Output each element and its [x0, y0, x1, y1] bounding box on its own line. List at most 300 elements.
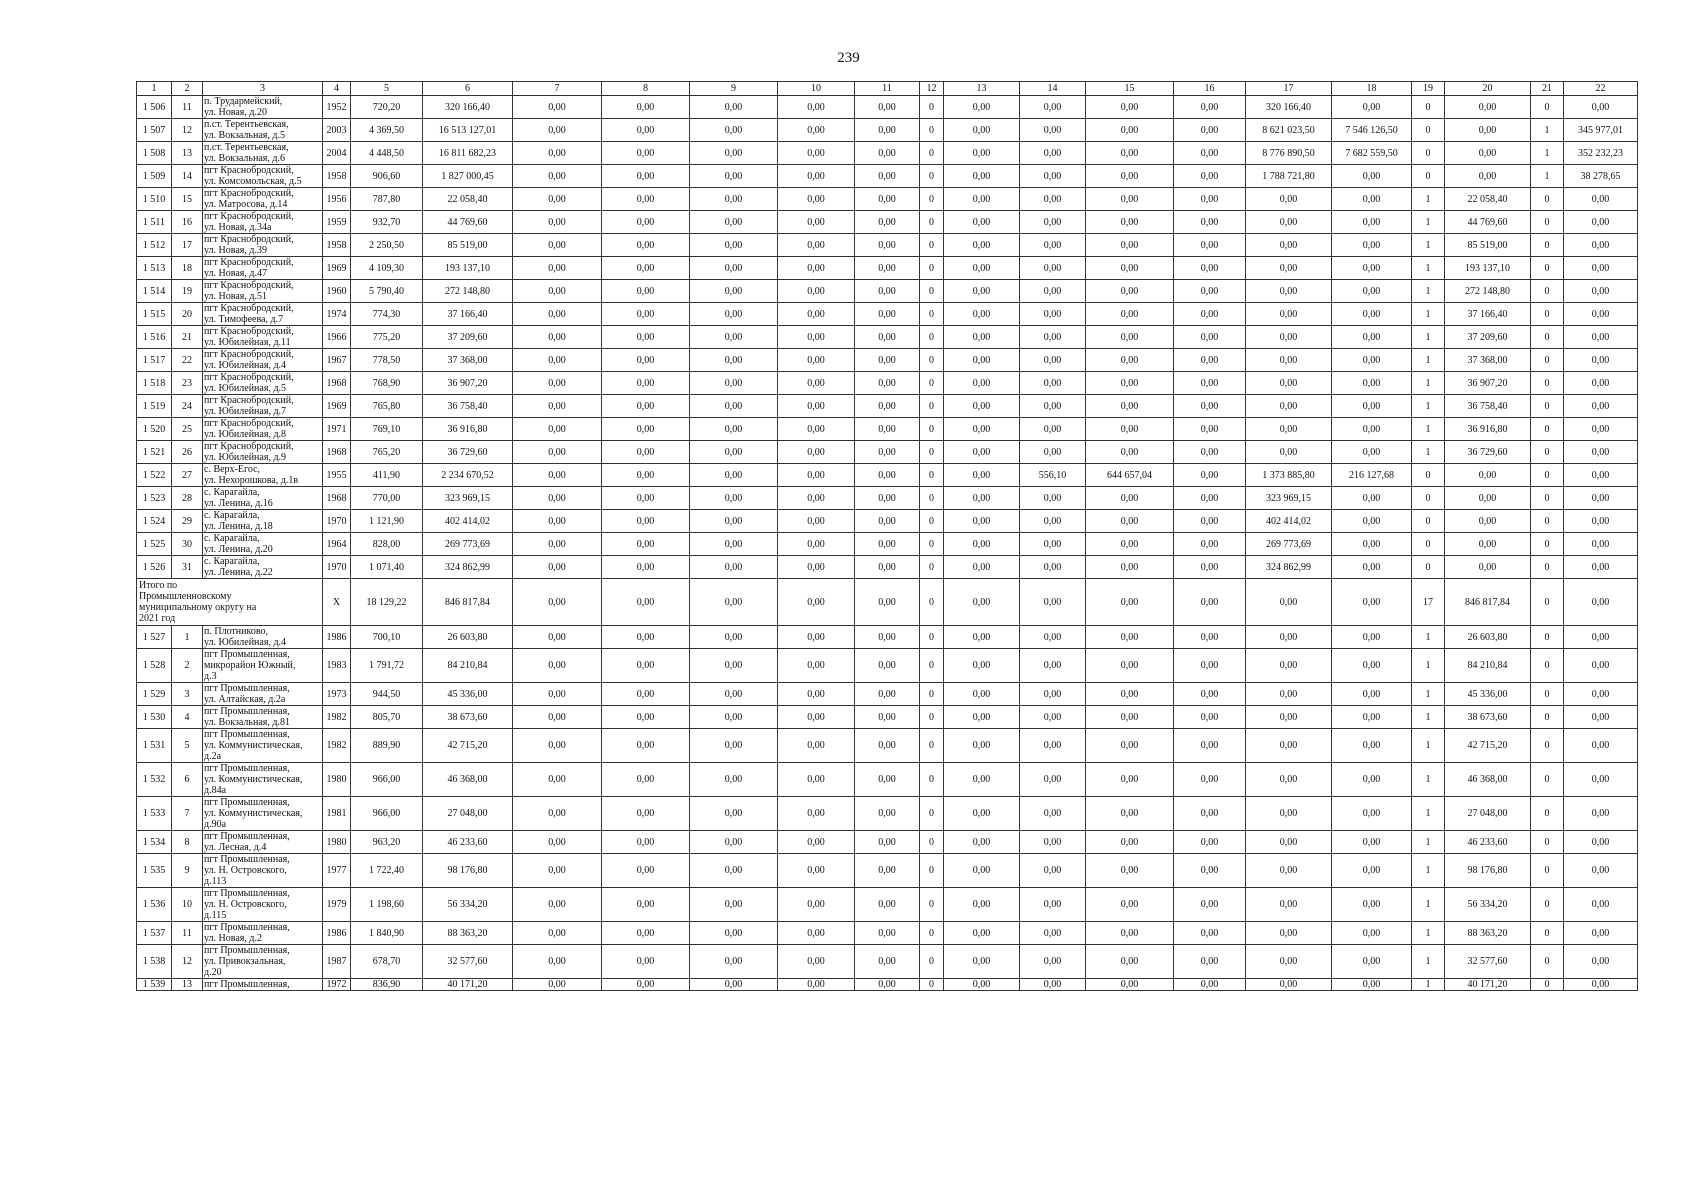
table-cell-col-7: 0,00 [513, 464, 602, 487]
table-cell-col-9: 0,00 [690, 395, 778, 418]
table-cell-col-19: 0 [1412, 119, 1445, 142]
total-cell-col-14: 0,00 [1020, 579, 1086, 626]
table-cell-col-17: 0,00 [1246, 372, 1332, 395]
table-cell-col-11: 0,00 [855, 888, 920, 922]
table-cell-col-11: 0,00 [855, 487, 920, 510]
address-cell: с. Карагайла, ул. Ленина, д.20 [203, 533, 323, 556]
total-cell-col-13: 0,00 [944, 579, 1020, 626]
table-cell-col-21: 0 [1531, 372, 1564, 395]
table-cell-col-15: 0,00 [1086, 119, 1174, 142]
table-cell-col-7: 0,00 [513, 349, 602, 372]
address-cell: пгт Краснобродский, ул. Новая, д.39 [203, 234, 323, 257]
table-cell-col-6: 323 969,15 [423, 487, 513, 510]
table-cell-col-17: 0,00 [1246, 188, 1332, 211]
table-cell-col-4: 1958 [323, 234, 351, 257]
table-cell-col-21: 0 [1531, 280, 1564, 303]
table-cell-col-12: 0 [920, 706, 944, 729]
table-cell-col-15: 0,00 [1086, 626, 1174, 649]
table-cell-col-13: 0,00 [944, 854, 1020, 888]
table-cell-col-14: 0,00 [1020, 945, 1086, 979]
table-cell-col-6: 36 907,20 [423, 372, 513, 395]
table-cell-col-8: 0,00 [602, 510, 690, 533]
table-cell-col-4: 1980 [323, 831, 351, 854]
table-cell-col-22: 0,00 [1564, 418, 1638, 441]
table-cell-col-15: 0,00 [1086, 979, 1174, 991]
table-cell-col-9: 0,00 [690, 96, 778, 119]
table-cell-col-16: 0,00 [1174, 922, 1246, 945]
table-cell-col-4: 1974 [323, 303, 351, 326]
table-cell-col-18: 0,00 [1332, 280, 1412, 303]
table-cell-col-14: 0,00 [1020, 188, 1086, 211]
address-cell: пгт Краснобродский, ул. Юбилейная, д.5 [203, 372, 323, 395]
table-cell-col-7: 0,00 [513, 729, 602, 763]
table-cell-col-10: 0,00 [778, 888, 855, 922]
table-cell-col-21: 0 [1531, 831, 1564, 854]
table-cell-col-11: 0,00 [855, 706, 920, 729]
table-cell-col-2: 11 [172, 96, 203, 119]
table-cell-col-19: 1 [1412, 418, 1445, 441]
table-cell-col-13: 0,00 [944, 831, 1020, 854]
address-cell: с. Карагайла, ул. Ленина, д.18 [203, 510, 323, 533]
table-cell-col-16: 0,00 [1174, 626, 1246, 649]
table-cell-col-1: 1 538 [137, 945, 172, 979]
table-cell-col-21: 0 [1531, 96, 1564, 119]
total-cell-col-17: 0,00 [1246, 579, 1332, 626]
table-cell-col-17: 1 373 885,80 [1246, 464, 1332, 487]
table-body [137, 96, 1638, 991]
table-cell-col-11: 0,00 [855, 372, 920, 395]
table-cell-col-17: 0,00 [1246, 649, 1332, 683]
table-cell-col-7: 0,00 [513, 854, 602, 888]
table-cell-col-21: 0 [1531, 626, 1564, 649]
table-cell-col-4: 1960 [323, 280, 351, 303]
table-cell-col-2: 28 [172, 487, 203, 510]
table-cell-col-2: 5 [172, 729, 203, 763]
table-cell-col-12: 0 [920, 683, 944, 706]
table-cell-col-22: 0,00 [1564, 303, 1638, 326]
table-cell-col-19: 1 [1412, 372, 1445, 395]
table-cell-col-20: 36 729,60 [1445, 441, 1531, 464]
table-cell-col-19: 1 [1412, 626, 1445, 649]
table-cell-col-10: 0,00 [778, 533, 855, 556]
table-cell-col-8: 0,00 [602, 854, 690, 888]
table-cell-col-10: 0,00 [778, 510, 855, 533]
table-cell-col-15: 0,00 [1086, 706, 1174, 729]
address-cell: пгт Промышленная, ул. Н. Островского, д.115 [203, 888, 323, 922]
table-cell-col-1: 1 535 [137, 854, 172, 888]
table-cell-col-10: 0,00 [778, 649, 855, 683]
address-cell: п.ст. Терентьевская, ул. Вокзальная, д.5 [203, 119, 323, 142]
table-cell-col-13: 0,00 [944, 96, 1020, 119]
table-cell-col-16: 0,00 [1174, 418, 1246, 441]
table-cell-col-8: 0,00 [602, 729, 690, 763]
table-cell-col-21: 0 [1531, 533, 1564, 556]
table-cell-col-16: 0,00 [1174, 142, 1246, 165]
table-cell-col-22: 0,00 [1564, 831, 1638, 854]
table-cell-col-17: 8 776 890,50 [1246, 142, 1332, 165]
table-cell-col-22: 0,00 [1564, 556, 1638, 579]
table-cell-col-4: 1955 [323, 464, 351, 487]
table-cell-col-14: 0,00 [1020, 533, 1086, 556]
table-cell-col-10: 0,00 [778, 831, 855, 854]
table-cell-col-11: 0,00 [855, 280, 920, 303]
table-cell-col-18: 0,00 [1332, 326, 1412, 349]
table-cell-col-11: 0,00 [855, 831, 920, 854]
table-cell-col-7: 0,00 [513, 683, 602, 706]
table-cell-col-2: 4 [172, 706, 203, 729]
table-cell-col-4: 1968 [323, 372, 351, 395]
table-cell-col-16: 0,00 [1174, 487, 1246, 510]
table-cell-col-12: 0 [920, 854, 944, 888]
capital-repair-table [136, 81, 1638, 991]
table-cell-col-4: 1964 [323, 533, 351, 556]
table-cell-col-8: 0,00 [602, 683, 690, 706]
table-cell-col-12: 0 [920, 234, 944, 257]
table-cell-col-22: 0,00 [1564, 797, 1638, 831]
address-cell: пгт Краснобродский, ул. Юбилейная, д.8 [203, 418, 323, 441]
table-cell-col-18: 0,00 [1332, 234, 1412, 257]
address-cell: пгт Промышленная, ул. Вокзальная, д.81 [203, 706, 323, 729]
table-cell-col-21: 0 [1531, 418, 1564, 441]
table-cell-col-12: 0 [920, 626, 944, 649]
table-cell-col-14: 0,00 [1020, 626, 1086, 649]
table-cell-col-4: 1986 [323, 626, 351, 649]
table-cell-col-18: 0,00 [1332, 96, 1412, 119]
table-cell-col-15: 0,00 [1086, 763, 1174, 797]
table-cell-col-2: 12 [172, 119, 203, 142]
table-row [137, 626, 1638, 649]
table-cell-col-1: 1 536 [137, 888, 172, 922]
table-cell-col-21: 0 [1531, 234, 1564, 257]
table-cell-col-7: 0,00 [513, 303, 602, 326]
table-cell-col-4: 1966 [323, 326, 351, 349]
table-cell-col-14: 0,00 [1020, 556, 1086, 579]
table-cell-col-11: 0,00 [855, 763, 920, 797]
table-cell-col-5: 411,90 [351, 464, 423, 487]
table-cell-col-13: 0,00 [944, 626, 1020, 649]
table-cell-col-19: 0 [1412, 165, 1445, 188]
table-cell-col-5: 836,90 [351, 979, 423, 991]
table-cell-col-19: 0 [1412, 464, 1445, 487]
table-cell-col-6: 36 916,80 [423, 418, 513, 441]
table-cell-col-20: 0,00 [1445, 533, 1531, 556]
table-cell-col-13: 0,00 [944, 234, 1020, 257]
table-cell-col-12: 0 [920, 349, 944, 372]
table-cell-col-7: 0,00 [513, 441, 602, 464]
table-cell-col-17: 0,00 [1246, 326, 1332, 349]
address-cell: пгт Промышленная, микрорайон Южный, д.3 [203, 649, 323, 683]
table-cell-col-5: 787,80 [351, 188, 423, 211]
table-cell-col-21: 0 [1531, 349, 1564, 372]
table-cell-col-15: 0,00 [1086, 211, 1174, 234]
table-cell-col-2: 2 [172, 649, 203, 683]
table-row [137, 188, 1638, 211]
address-cell: пгт Промышленная, ул. Лесная, д.4 [203, 831, 323, 854]
table-cell-col-5: 889,90 [351, 729, 423, 763]
table-cell-col-19: 1 [1412, 211, 1445, 234]
table-cell-col-12: 0 [920, 464, 944, 487]
table-cell-col-8: 0,00 [602, 487, 690, 510]
table-cell-col-1: 1 524 [137, 510, 172, 533]
table-cell-col-6: 2 234 670,52 [423, 464, 513, 487]
table-cell-col-6: 36 758,40 [423, 395, 513, 418]
total-cell-col-19: 17 [1412, 579, 1445, 626]
table-cell-col-12: 0 [920, 487, 944, 510]
table-cell-col-2: 13 [172, 142, 203, 165]
table-cell-col-8: 0,00 [602, 797, 690, 831]
table-cell-col-5: 768,90 [351, 372, 423, 395]
table-cell-col-8: 0,00 [602, 649, 690, 683]
table-cell-col-1: 1 521 [137, 441, 172, 464]
table-cell-col-17: 0,00 [1246, 349, 1332, 372]
table-cell-col-8: 0,00 [602, 418, 690, 441]
table-cell-col-13: 0,00 [944, 729, 1020, 763]
table-cell-col-8: 0,00 [602, 441, 690, 464]
table-cell-col-16: 0,00 [1174, 649, 1246, 683]
table-cell-col-18: 0,00 [1332, 945, 1412, 979]
table-cell-col-12: 0 [920, 188, 944, 211]
table-row [137, 464, 1638, 487]
table-cell-col-9: 0,00 [690, 119, 778, 142]
table-cell-col-19: 0 [1412, 96, 1445, 119]
address-cell: пгт Краснобродский, ул. Комсомольская, д.5 [203, 165, 323, 188]
table-cell-col-20: 26 603,80 [1445, 626, 1531, 649]
table-cell-col-2: 21 [172, 326, 203, 349]
table-cell-col-16: 0,00 [1174, 831, 1246, 854]
table-cell-col-19: 1 [1412, 303, 1445, 326]
table-row [137, 441, 1638, 464]
table-cell-col-20: 0,00 [1445, 119, 1531, 142]
table-cell-col-9: 0,00 [690, 945, 778, 979]
table-cell-col-15: 0,00 [1086, 797, 1174, 831]
table-cell-col-16: 0,00 [1174, 119, 1246, 142]
table-cell-col-10: 0,00 [778, 165, 855, 188]
table-cell-col-12: 0 [920, 96, 944, 119]
table-cell-col-14: 0,00 [1020, 797, 1086, 831]
table-cell-col-19: 1 [1412, 280, 1445, 303]
table-cell-col-13: 0,00 [944, 945, 1020, 979]
table-cell-col-6: 44 769,60 [423, 211, 513, 234]
table-cell-col-21: 0 [1531, 326, 1564, 349]
table-cell-col-1: 1 529 [137, 683, 172, 706]
column-number-19: 19 [1412, 82, 1445, 96]
table-cell-col-19: 1 [1412, 683, 1445, 706]
table-cell-col-13: 0,00 [944, 280, 1020, 303]
table-cell-col-1: 1 512 [137, 234, 172, 257]
table-cell-col-12: 0 [920, 441, 944, 464]
table-cell-col-5: 1 198,60 [351, 888, 423, 922]
address-cell: с. Карагайла, ул. Ленина, д.16 [203, 487, 323, 510]
table-cell-col-11: 0,00 [855, 945, 920, 979]
table-cell-col-5: 4 109,30 [351, 257, 423, 280]
table-cell-col-2: 8 [172, 831, 203, 854]
address-cell: пгт Краснобродский, ул. Новая, д.51 [203, 280, 323, 303]
table-cell-col-14: 0,00 [1020, 280, 1086, 303]
table-cell-col-18: 0,00 [1332, 395, 1412, 418]
table-cell-col-17: 0,00 [1246, 945, 1332, 979]
table-cell-col-10: 0,00 [778, 556, 855, 579]
table-cell-col-1: 1 518 [137, 372, 172, 395]
column-number-2: 2 [172, 82, 203, 96]
table-cell-col-8: 0,00 [602, 234, 690, 257]
table-cell-col-18: 0,00 [1332, 797, 1412, 831]
table-cell-col-6: 16 513 127,01 [423, 119, 513, 142]
table-row [137, 763, 1638, 797]
table-cell-col-4: 1968 [323, 487, 351, 510]
table-cell-col-17: 0,00 [1246, 626, 1332, 649]
table-cell-col-6: 56 334,20 [423, 888, 513, 922]
table-cell-col-22: 0,00 [1564, 234, 1638, 257]
table-cell-col-8: 0,00 [602, 372, 690, 395]
table-cell-col-5: 805,70 [351, 706, 423, 729]
table-cell-col-9: 0,00 [690, 854, 778, 888]
table-cell-col-8: 0,00 [602, 303, 690, 326]
table-cell-col-2: 29 [172, 510, 203, 533]
table-cell-col-11: 0,00 [855, 854, 920, 888]
table-cell-col-5: 5 790,40 [351, 280, 423, 303]
table-cell-col-9: 0,00 [690, 556, 778, 579]
total-row [137, 579, 1638, 626]
table-cell-col-22: 0,00 [1564, 945, 1638, 979]
column-number-3: 3 [203, 82, 323, 96]
column-number-4: 4 [323, 82, 351, 96]
total-cell-col-5: 18 129,22 [351, 579, 423, 626]
table-cell-col-2: 30 [172, 533, 203, 556]
table-cell-col-9: 0,00 [690, 211, 778, 234]
table-cell-col-16: 0,00 [1174, 372, 1246, 395]
table-cell-col-17: 0,00 [1246, 729, 1332, 763]
table-cell-col-17: 320 166,40 [1246, 96, 1332, 119]
table-cell-col-16: 0,00 [1174, 979, 1246, 991]
table-cell-col-21: 0 [1531, 556, 1564, 579]
column-number-5: 5 [351, 82, 423, 96]
table-cell-col-10: 0,00 [778, 854, 855, 888]
table-cell-col-7: 0,00 [513, 326, 602, 349]
table-cell-col-22: 0,00 [1564, 211, 1638, 234]
table-cell-col-5: 778,50 [351, 349, 423, 372]
table-cell-col-6: 272 148,80 [423, 280, 513, 303]
table-cell-col-7: 0,00 [513, 626, 602, 649]
table-cell-col-19: 1 [1412, 349, 1445, 372]
table-cell-col-1: 1 507 [137, 119, 172, 142]
table-cell-col-16: 0,00 [1174, 303, 1246, 326]
table-cell-col-13: 0,00 [944, 464, 1020, 487]
table-cell-col-11: 0,00 [855, 326, 920, 349]
table-cell-col-22: 0,00 [1564, 257, 1638, 280]
table-row [137, 372, 1638, 395]
table-cell-col-18: 0,00 [1332, 649, 1412, 683]
table-cell-col-8: 0,00 [602, 280, 690, 303]
table-row [137, 945, 1638, 979]
table-cell-col-13: 0,00 [944, 303, 1020, 326]
address-cell: с. Верх-Егос, ул. Нехорошкова, д.1в [203, 464, 323, 487]
table-cell-col-14: 0,00 [1020, 349, 1086, 372]
column-number-16: 16 [1174, 82, 1246, 96]
table-cell-col-22: 0,00 [1564, 763, 1638, 797]
address-cell: с. Карагайла, ул. Ленина, д.22 [203, 556, 323, 579]
table-cell-col-10: 0,00 [778, 303, 855, 326]
table-cell-col-5: 906,60 [351, 165, 423, 188]
table-cell-col-12: 0 [920, 119, 944, 142]
table-row [137, 96, 1638, 119]
table-cell-col-15: 0,00 [1086, 556, 1174, 579]
table-cell-col-13: 0,00 [944, 441, 1020, 464]
table-cell-col-12: 0 [920, 763, 944, 797]
table-cell-col-8: 0,00 [602, 349, 690, 372]
table-cell-col-10: 0,00 [778, 945, 855, 979]
address-cell: пгт Промышленная, ул. Н. Островского, д.113 [203, 854, 323, 888]
table-cell-col-10: 0,00 [778, 372, 855, 395]
table-cell-col-2: 31 [172, 556, 203, 579]
table-cell-col-12: 0 [920, 533, 944, 556]
total-cell-col-4: X [323, 579, 351, 626]
table-cell-col-12: 0 [920, 979, 944, 991]
table-cell-col-10: 0,00 [778, 922, 855, 945]
table-cell-col-7: 0,00 [513, 797, 602, 831]
table-cell-col-11: 0,00 [855, 797, 920, 831]
table-cell-col-18: 0,00 [1332, 533, 1412, 556]
table-cell-col-18: 0,00 [1332, 418, 1412, 441]
table-cell-col-17: 0,00 [1246, 922, 1332, 945]
column-number-12: 12 [920, 82, 944, 96]
table-cell-col-14: 0,00 [1020, 922, 1086, 945]
table-cell-col-9: 0,00 [690, 706, 778, 729]
column-number-1: 1 [137, 82, 172, 96]
table-cell-col-6: 45 336,00 [423, 683, 513, 706]
table-cell-col-12: 0 [920, 797, 944, 831]
table-cell-col-6: 36 729,60 [423, 441, 513, 464]
table-cell-col-15: 644 657,04 [1086, 464, 1174, 487]
table-cell-col-13: 0,00 [944, 165, 1020, 188]
table-cell-col-9: 0,00 [690, 280, 778, 303]
table-cell-col-21: 0 [1531, 510, 1564, 533]
table-cell-col-14: 0,00 [1020, 979, 1086, 991]
table-cell-col-15: 0,00 [1086, 441, 1174, 464]
table-cell-col-11: 0,00 [855, 142, 920, 165]
table-cell-col-10: 0,00 [778, 211, 855, 234]
address-cell: пгт Краснобродский, ул. Юбилейная, д.4 [203, 349, 323, 372]
table-cell-col-6: 98 176,80 [423, 854, 513, 888]
table-cell-col-17: 0,00 [1246, 979, 1332, 991]
table-cell-col-6: 37 166,40 [423, 303, 513, 326]
table-cell-col-12: 0 [920, 280, 944, 303]
table-cell-col-10: 0,00 [778, 349, 855, 372]
table-cell-col-13: 0,00 [944, 188, 1020, 211]
table-cell-col-13: 0,00 [944, 888, 1020, 922]
table-cell-col-17: 323 969,15 [1246, 487, 1332, 510]
table-cell-col-18: 0,00 [1332, 188, 1412, 211]
table-cell-col-4: 1952 [323, 96, 351, 119]
table-cell-col-22: 352 232,23 [1564, 142, 1638, 165]
table-cell-col-15: 0,00 [1086, 888, 1174, 922]
table-cell-col-16: 0,00 [1174, 349, 1246, 372]
table-cell-col-7: 0,00 [513, 533, 602, 556]
table-cell-col-9: 0,00 [690, 533, 778, 556]
table-cell-col-13: 0,00 [944, 211, 1020, 234]
table-cell-col-22: 0,00 [1564, 349, 1638, 372]
table-cell-col-8: 0,00 [602, 831, 690, 854]
table-cell-col-19: 1 [1412, 729, 1445, 763]
table-cell-col-1: 1 522 [137, 464, 172, 487]
table-row [137, 165, 1638, 188]
table-cell-col-22: 0,00 [1564, 626, 1638, 649]
table-cell-col-6: 84 210,84 [423, 649, 513, 683]
table-cell-col-11: 0,00 [855, 729, 920, 763]
table-cell-col-15: 0,00 [1086, 165, 1174, 188]
table-cell-col-13: 0,00 [944, 119, 1020, 142]
table-cell-col-6: 27 048,00 [423, 797, 513, 831]
table-cell-col-17: 0,00 [1246, 395, 1332, 418]
